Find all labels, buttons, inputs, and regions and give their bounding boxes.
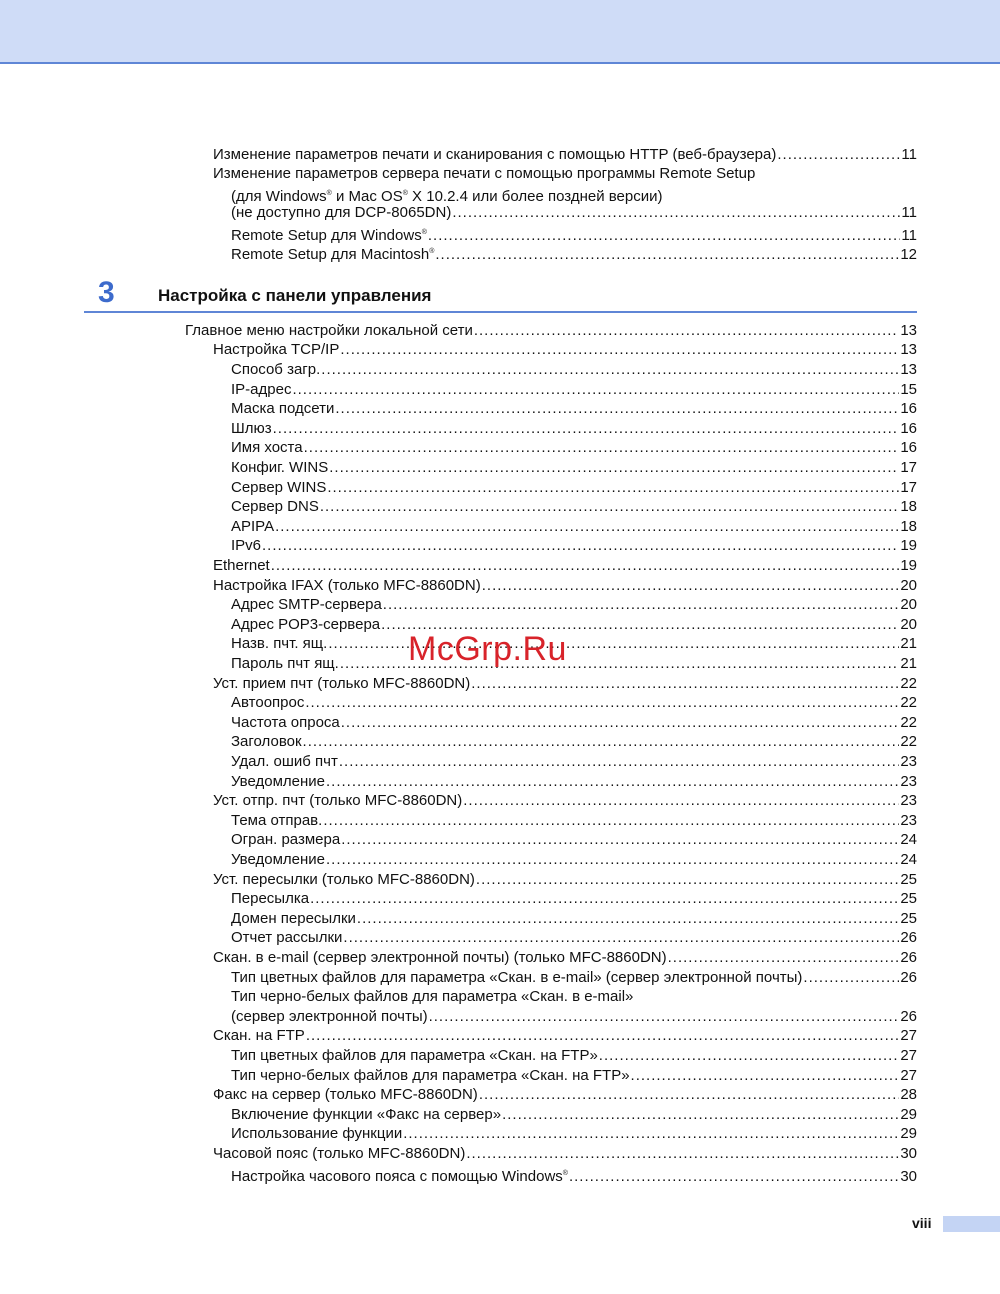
registered-mark: ® [326,190,332,197]
toc-entry[interactable] [231,732,917,752]
toc-page: 22 [900,733,917,750]
toc-label [231,1164,568,1187]
toc-entry[interactable] [231,928,917,948]
toc-label: Использование функции [231,1125,403,1142]
registered-mark: ® [421,229,427,236]
dot-leader [303,732,900,752]
toc-entry[interactable] [213,556,917,576]
toc-label: Факс на сервер (только MFC-8860DN) [213,1086,478,1103]
toc-page: 13 [900,361,917,378]
watermark: McGrp.Ru [408,630,567,668]
toc-label: Заголовок [231,733,302,750]
dot-leader [321,360,899,380]
toc-entry[interactable] [231,772,917,792]
toc-page: 17 [900,479,917,496]
dot-leader [476,870,899,890]
toc-entry[interactable] [231,419,917,439]
toc-page: 24 [900,851,917,868]
toc-label [231,242,434,265]
toc-entry[interactable] [231,223,917,243]
toc-label: Тип черно-белых файлов для параметра «Скан. на FTP» [231,1067,630,1084]
toc-label: Маска подсети [231,400,335,417]
dot-leader [292,380,899,400]
toc-text-part: и Mac OS [331,188,403,205]
toc-entry[interactable] [231,1046,917,1066]
toc-page: 11 [901,227,917,244]
toc-entry[interactable] [231,615,917,635]
toc-entry[interactable] [213,870,917,890]
toc-entry[interactable] [231,399,917,419]
toc-entry[interactable] [231,830,917,850]
toc-page: 12 [900,246,917,263]
toc-entry[interactable] [231,1105,917,1125]
toc-label: Автоопрос [231,694,305,711]
dot-leader [479,1085,900,1105]
dot-leader [631,1066,900,1086]
chapter-number: 3 [98,276,115,309]
dot-leader [341,830,899,850]
toc-entry[interactable] [213,948,917,968]
toc-page: 16 [900,400,917,417]
toc-label: Изменение параметров печати и сканирования с помощью HTTP (веб-браузера) [213,146,777,163]
toc-label: Главное меню настройки локальной сети [185,322,473,339]
toc-entry[interactable] [231,497,917,517]
toc-entry[interactable] [231,889,917,909]
toc-label: Способ загр. [231,361,321,378]
toc-entry[interactable] [231,458,917,478]
toc-label: Адрес SMTP-сервера [231,596,382,613]
dot-leader [320,497,899,517]
toc-entry[interactable] [231,850,917,870]
registered-mark: ® [562,1170,568,1177]
toc-label: Настройка IFAX (только MFC-8860DN) [213,577,481,594]
toc-page: 21 [900,635,917,652]
toc-label: IP-адрес [231,381,292,398]
registered-mark: ® [429,248,435,255]
dot-leader [569,1167,899,1187]
dot-leader [599,1046,900,1066]
toc-page: 15 [900,381,917,398]
toc-label: Сервер WINS [231,479,327,496]
dot-leader [329,458,899,478]
toc-entry[interactable] [231,693,917,713]
toc-label: Уведомление [231,851,326,868]
toc-entry[interactable] [213,145,917,165]
toc-entry[interactable] [231,1164,917,1184]
toc-label: Имя хоста [231,439,303,456]
toc-label: Шлюз [231,420,272,437]
dot-leader [304,438,900,458]
chapter-divider [84,311,917,313]
toc-label: Отчет рассылки [231,929,343,946]
toc-page: 27 [900,1047,917,1064]
toc-entry[interactable] [213,791,917,811]
toc-label: Пароль пчт ящ. [231,655,339,672]
toc-page: 19 [900,537,917,554]
toc-entry[interactable] [231,242,917,262]
dot-leader [271,556,900,576]
page-corner-tab [943,1216,1000,1232]
chapter-title[interactable]: Настройка с панели управления [158,286,432,305]
dot-leader [466,1144,899,1164]
toc-label: Часовой пояс (только MFC-8860DN) [213,1145,466,1162]
toc-page: 13 [900,322,917,339]
toc-entry[interactable] [231,1066,917,1086]
toc-entry[interactable] [231,203,917,223]
dot-leader [383,595,900,615]
dot-leader [305,693,899,713]
toc-label: Уст. пересылки (только MFC-8860DN) [213,871,475,888]
dot-leader [803,968,899,988]
toc-entry[interactable] [231,811,917,831]
toc-entry[interactable] [231,713,917,733]
toc-text-part: Remote Setup для Macintosh [231,246,430,263]
dot-leader [474,321,899,341]
toc-entry[interactable] [231,478,917,498]
toc-label: Назв. пчт. ящ. [231,635,328,652]
toc-entry[interactable] [213,1144,917,1164]
toc-entry[interactable] [185,321,917,341]
dot-leader [452,203,900,223]
header-band [0,0,1000,64]
toc-page: 25 [900,890,917,907]
toc-entry[interactable] [231,752,917,772]
toc-entry[interactable] [231,438,917,458]
toc-page: 16 [900,439,917,456]
toc-page: 23 [900,753,917,770]
toc-label: Тип цветных файлов для параметра «Скан. на FTP» [231,1047,598,1064]
toc-entry[interactable] [231,968,917,988]
dot-leader [306,1026,900,1046]
toc-label: Включение функции «Факс на сервер» [231,1106,502,1123]
dot-leader [273,419,900,439]
toc-page: 22 [900,675,917,692]
toc-label: IPv6 [231,537,262,554]
toc-page: 11 [901,146,917,163]
toc-label: Тип цветных файлов для параметра «Скан. в e-mail» (сервер электронной почты) [231,969,803,986]
dot-leader [326,850,899,870]
toc-page: 23 [900,773,917,790]
dot-leader [471,674,899,694]
toc-entry[interactable] [231,536,917,556]
toc-page: 30 [900,1145,917,1162]
toc-page: 17 [900,459,917,476]
toc-label: Пересылка [231,890,310,907]
dot-leader [275,517,899,537]
dot-leader [327,478,899,498]
toc-label: Скан. на FTP [213,1027,305,1044]
toc-label: Ethernet [213,557,270,574]
dot-leader [341,713,900,733]
toc-label: Домен пересылки [231,910,356,927]
toc-page: 26 [900,1008,917,1025]
dot-leader [502,1105,899,1125]
toc-label: Адрес POP3-сервера [231,616,381,633]
toc-label: (не доступно для DCP-8065DN) [231,204,452,221]
dot-leader [435,245,899,265]
dot-leader [262,536,899,556]
toc-label: Частота опроса [231,714,340,731]
toc-label: Уведомление [231,773,326,790]
toc-entry[interactable] [213,674,917,694]
toc-page: 23 [900,812,917,829]
toc-label: Тема отправ. [231,812,323,829]
dot-leader [403,1124,899,1144]
toc-entry-text: Изменение параметров сервера печати с помощью программы Remote Setup [213,165,756,182]
toc-label: Настройка TCP/IP [213,341,340,358]
toc-page: 20 [900,616,917,633]
toc-page: 25 [900,871,917,888]
toc-page: 25 [900,910,917,927]
toc-entry[interactable] [231,654,917,674]
toc-page: 20 [900,577,917,594]
toc-label: Уст. отпр. пчт (только MFC-8860DN) [213,792,463,809]
dot-leader [335,399,899,419]
toc-entry[interactable] [213,1026,917,1046]
toc-entry[interactable] [231,360,917,380]
toc-page: 23 [900,792,917,809]
toc-entry[interactable] [213,1085,917,1105]
toc-entry[interactable] [231,909,917,929]
dot-leader [323,811,899,831]
toc-label: Удал. ошиб пчт [231,753,338,770]
dot-leader [668,948,900,968]
toc-entry[interactable] [231,595,917,615]
toc-page: 22 [900,694,917,711]
dot-leader [310,889,899,909]
toc-entry[interactable] [213,340,917,360]
page-number: viii [912,1215,932,1231]
toc-page: 20 [900,596,917,613]
toc-page: 13 [900,341,917,358]
toc-page: 11 [901,204,917,221]
dot-leader [357,909,899,929]
toc-page: 27 [900,1067,917,1084]
dot-leader [463,791,899,811]
toc-text-part: Remote Setup для Windows [231,227,422,244]
dot-leader [339,752,899,772]
toc-entry[interactable] [231,380,917,400]
toc-page: 18 [900,518,917,535]
toc-page: 26 [900,929,917,946]
toc-page: 18 [900,498,917,515]
toc-entry-text [231,184,663,204]
toc-entry[interactable] [231,1007,917,1027]
toc-page: 24 [900,831,917,848]
dot-leader [326,772,899,792]
toc-page: 26 [900,969,917,986]
toc-label: Огран. размера [231,831,341,848]
toc-entry[interactable] [231,517,917,537]
toc-label: Сервер DNS [231,498,319,515]
dot-leader [429,1007,900,1027]
dot-leader [343,928,899,948]
dot-leader [340,340,899,360]
toc-page: 30 [900,1168,917,1185]
toc-page: 22 [900,714,917,731]
toc-page: 29 [900,1106,917,1123]
toc-page: 21 [900,655,917,672]
toc-page: 26 [900,949,917,966]
toc-page: 28 [900,1086,917,1103]
toc-entry[interactable] [213,576,917,596]
toc-page: 16 [900,420,917,437]
toc-text-part: (для Windows [231,188,327,205]
toc-text-part: X 10.2.4 или более поздней версии) [407,188,663,205]
registered-mark: ® [402,190,408,197]
toc-label: Уст. прием пчт (только MFC-8860DN) [213,675,471,692]
toc-label: (сервер электронной почты) [231,1008,428,1025]
toc-page: 29 [900,1125,917,1142]
dot-leader [482,576,900,596]
toc-page: 19 [900,557,917,574]
toc-text-part: Настройка часового пояса с помощью Windows [231,1168,563,1185]
toc-entry[interactable] [231,634,917,654]
toc-entry-text: Тип черно-белых файлов для параметра «Скан. в e-mail» [231,988,634,1005]
toc-label: APIPA [231,518,275,535]
toc-page: 27 [900,1027,917,1044]
toc-label: Конфиг. WINS [231,459,329,476]
dot-leader [777,145,900,165]
toc-entry[interactable] [231,1124,917,1144]
toc-label: Скан. в e-mail (сервер электронной почты) (только MFC-8860DN) [213,949,667,966]
